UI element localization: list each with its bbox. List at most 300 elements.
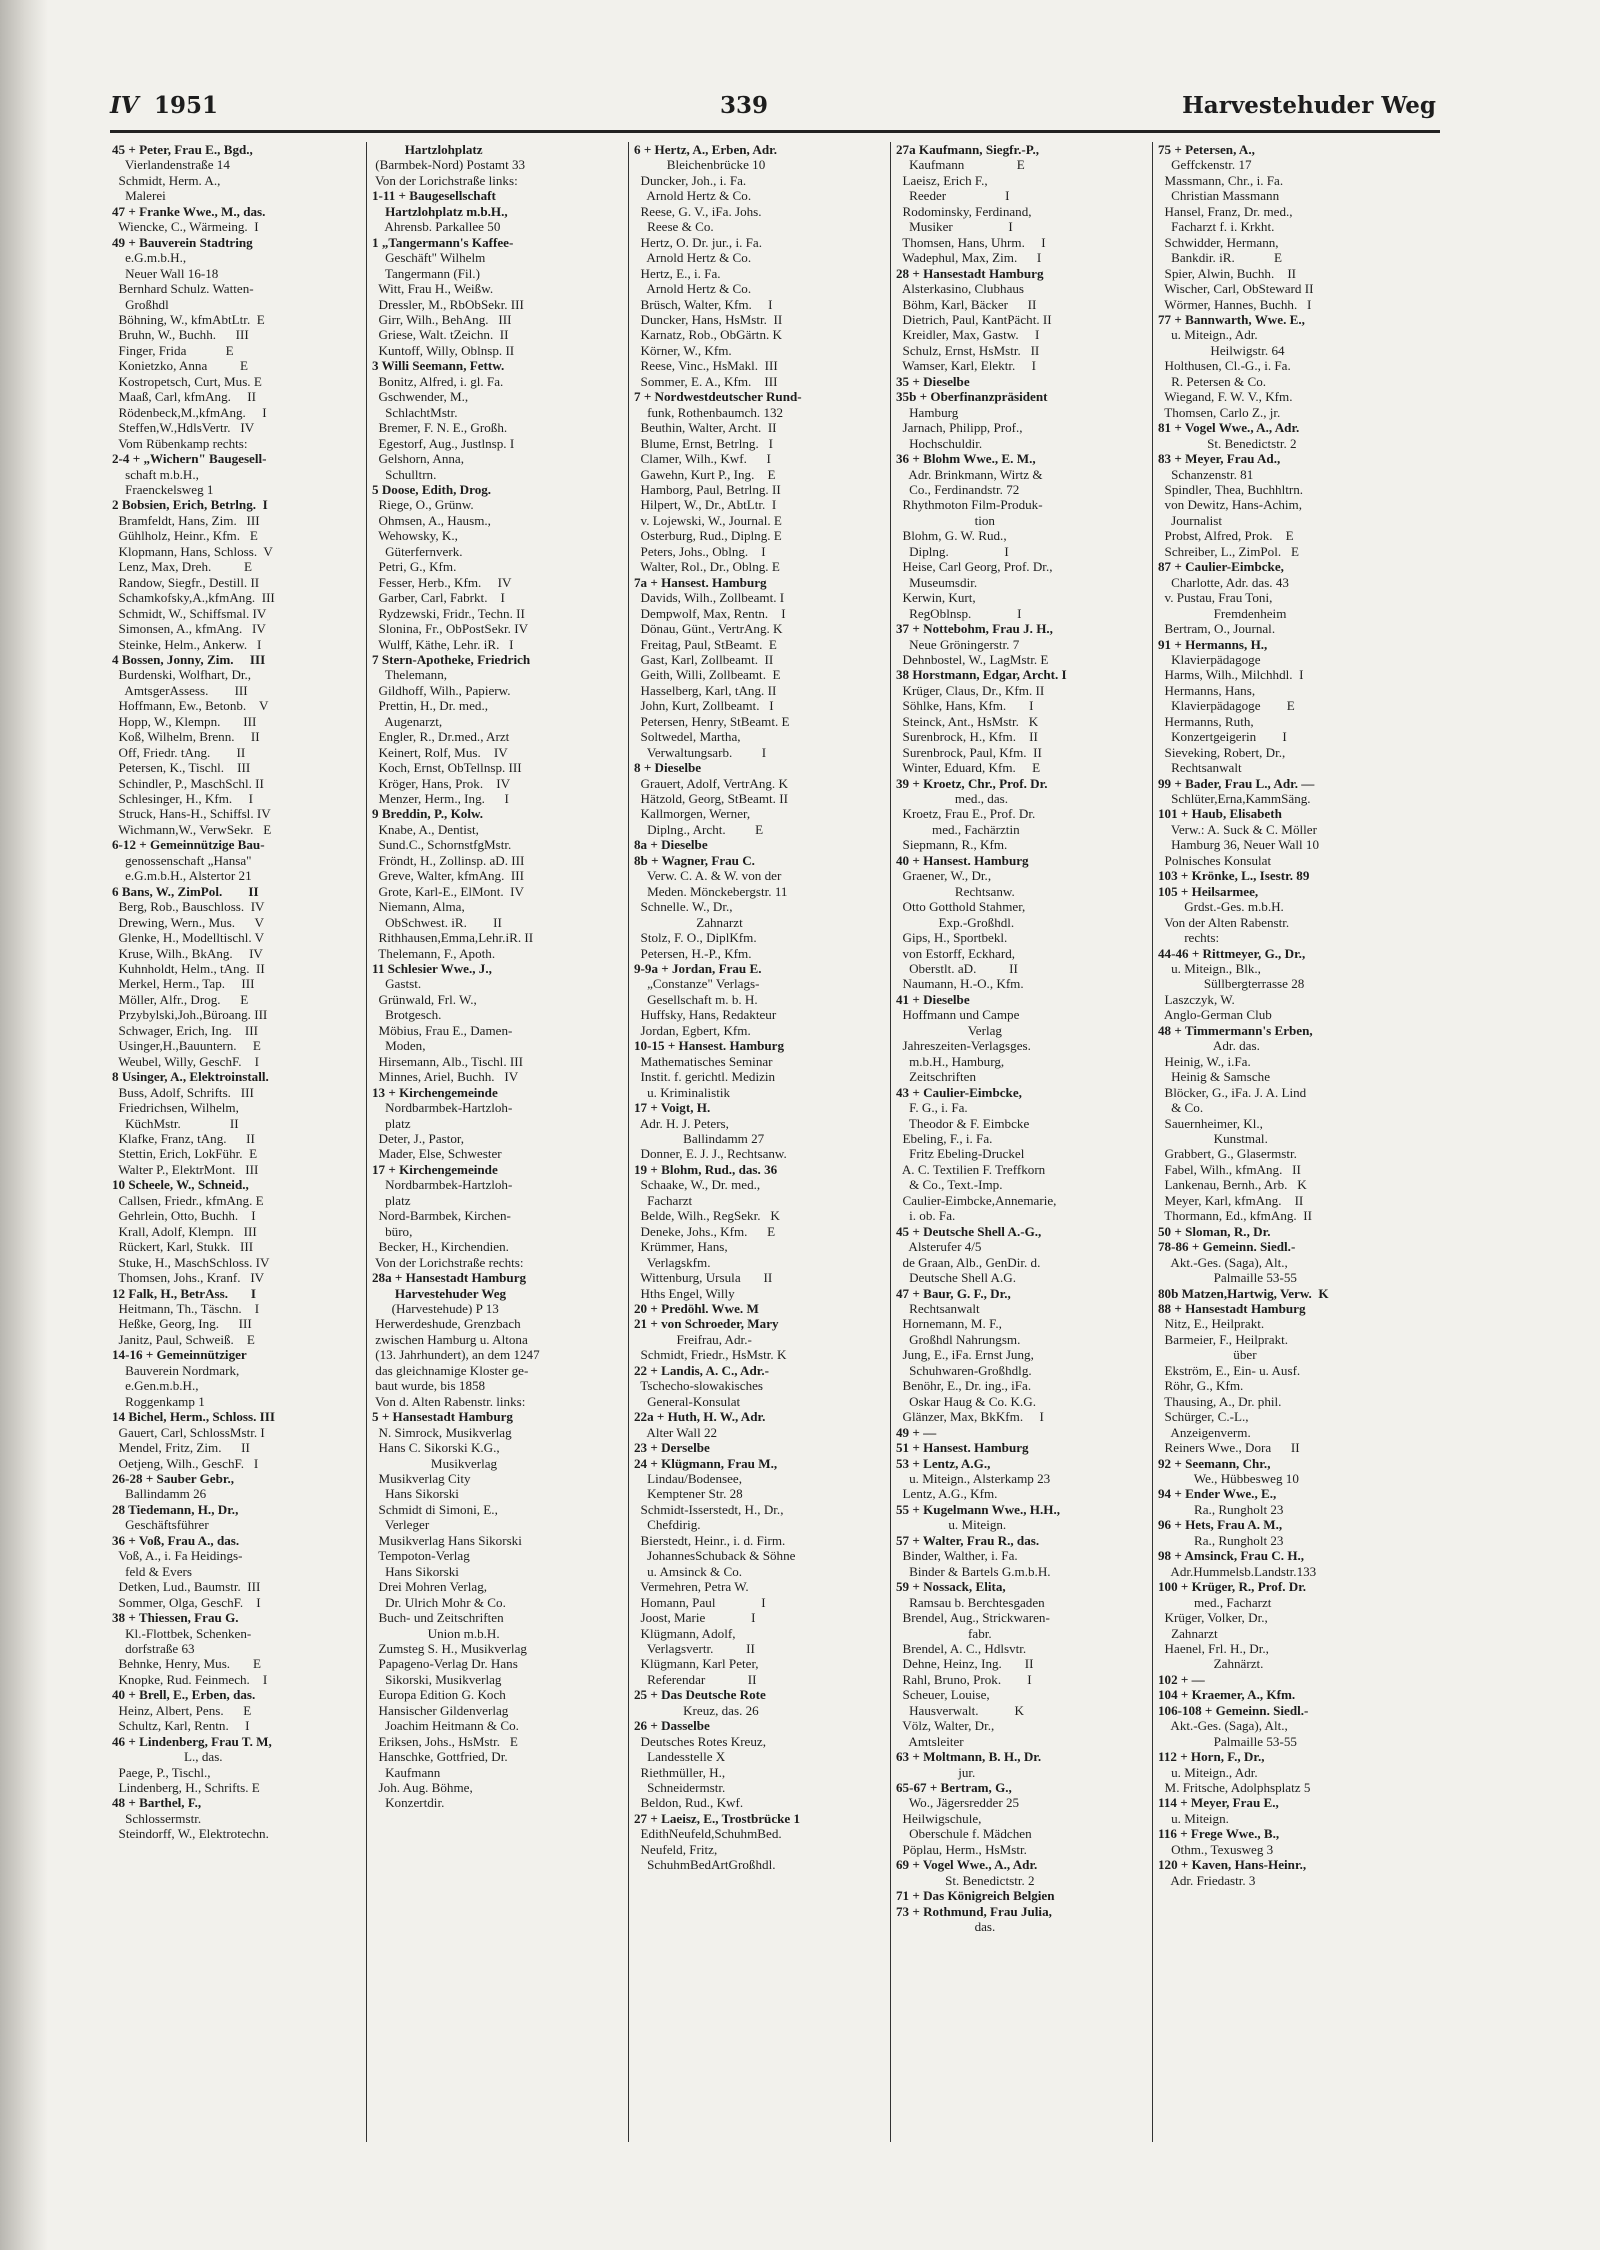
directory-entry-line: baut wurde, bis 1858 — [372, 1378, 486, 1394]
directory-entry-line: Grdst.-Ges. m.b.H. — [1158, 899, 1284, 915]
directory-entry-line: N. Simrock, Musikverlag — [372, 1424, 512, 1440]
directory-entry-line: Schwager, Erich, Ing. III — [112, 1022, 259, 1038]
directory-entry-line: 8 + Dieselbe — [634, 760, 702, 776]
directory-entry-line: u. Miteign., Adr. — [1158, 327, 1258, 343]
directory-entry-line: Geschäftsführer — [112, 1517, 209, 1533]
directory-entry-line: Struck, Hans-H., Schiffsl. IV — [112, 806, 271, 822]
directory-entry-line: 55 + Kugelmann Wwe., H.H., — [896, 1501, 1060, 1517]
directory-entry-line: Blume, Ernst, Betrlng. I — [634, 435, 773, 451]
directory-entry-line: Clamer, Wilh., Kwf. I — [634, 451, 771, 467]
directory-entry-line: Oetjeng, Wilh., GeschF. I — [112, 1455, 259, 1471]
directory-entry-line: Christian Massmann — [1158, 188, 1280, 204]
directory-entry-line: Kröger, Hans, Prok. IV — [372, 775, 511, 791]
directory-entry-line: Journalist — [1158, 512, 1223, 528]
page-number: 339 — [720, 92, 769, 119]
directory-entry-line: Brendel, Aug., Strickwaren- — [896, 1610, 1050, 1626]
directory-entry-line: Bernhard Schulz. Watten- — [112, 281, 254, 297]
directory-entry-line: 106-108 + Gemeinn. Siedl.- — [1158, 1702, 1309, 1718]
directory-entry-line: Janitz, Paul, Schweiß. E — [112, 1331, 255, 1347]
directory-entry-line: Nitz, E., Heilprakt. — [1158, 1316, 1265, 1332]
directory-entry-line: ObSchwest. iR. II — [372, 914, 502, 930]
directory-entry-line: Tangermann (Fil.) — [372, 265, 480, 281]
directory-entry-line: Verlagsvertr. II — [634, 1640, 755, 1656]
directory-entry-line: Gastst. — [372, 976, 422, 992]
directory-entry-line: Geith, Willi, Zollbeamt. E — [634, 667, 781, 683]
street-heading: Harvestehuder Weg — [1182, 92, 1436, 119]
directory-entry-line: Lindenberg, H., Schrifts. E — [112, 1780, 260, 1796]
directory-entry-line: 7 + Nordwestdeutscher Rund- — [634, 389, 802, 405]
directory-entry-line: Fraenckelsweg 1 — [112, 481, 214, 497]
directory-entry-line: 87 + Caulier-Eimbcke, — [1158, 559, 1284, 575]
directory-entry-line: Duncker, Joh., i. Fa. — [634, 172, 747, 188]
directory-entry-line: Thomsen, Johs., Kranf. IV — [112, 1270, 265, 1286]
directory-entry-line: (13. Jahrhundert), an dem 1247 — [372, 1347, 540, 1363]
directory-entry-line: Lentz, A.G., Kfm. — [896, 1486, 998, 1502]
directory-entry-line: 88 + Hansestadt Hamburg — [1158, 1300, 1306, 1316]
directory-entry-line: jur. — [896, 1764, 976, 1780]
directory-entry-line: 7 Stern-Apotheke, Friedrich — [372, 651, 531, 667]
column-divider — [1152, 142, 1153, 2142]
directory-entry-line: General-Konsulat — [634, 1393, 741, 1409]
directory-entry-line: Drewing, Wern., Mus. V — [112, 914, 264, 930]
directory-entry-line: 104 + Kraemer, A., Kfm. — [1158, 1687, 1296, 1703]
directory-entry-line: tion — [896, 512, 995, 528]
directory-entry-line: 5 Doose, Edith, Drog. — [372, 481, 492, 497]
directory-entry-line: Bierstedt, Heinr., i. d. Firm. — [634, 1532, 786, 1548]
directory-entry-line: Zeitschriften — [896, 1069, 976, 1085]
directory-entry-line: Stolz, F. O., DiplKfm. — [634, 930, 757, 946]
directory-entry-line: 40 + Brell, E., Erben, das. — [112, 1687, 256, 1703]
directory-entry-line: de Graan, Alb., GenDir. d. — [896, 1254, 1041, 1270]
directory-entry-line: Davids, Wilh., Zollbeamt. I — [634, 590, 785, 606]
directory-entry-line: Süllbergterrasse 28 — [1158, 976, 1305, 992]
directory-entry-line: Witt, Frau H., Weißw. — [372, 281, 494, 297]
column-1 — [112, 142, 364, 1842]
directory-entry-line: Bramfeldt, Hans, Zim. III — [112, 512, 260, 528]
directory-entry-line: Reiners Wwe., Dora II — [1158, 1440, 1300, 1456]
directory-entry-line: Menzer, Herm., Ing. I — [372, 791, 509, 807]
directory-entry-line: med., das. — [896, 791, 1009, 807]
directory-entry-line: Beldon, Rud., Kwf. — [634, 1795, 744, 1811]
directory-entry-line: 8 Usinger, A., Elektroinstall. — [112, 1069, 269, 1085]
directory-entry-line: Söhlke, Hans, Kfm. I — [896, 698, 1034, 714]
directory-entry-line: Verlagskfm. — [634, 1254, 711, 1270]
directory-entry-line: Gast, Karl, Zollbeamt. II — [634, 651, 774, 667]
directory-entry-line: 4 Bossen, Jonny, Zim. III — [112, 651, 266, 667]
directory-entry-line: Hasselberg, Karl, tAng. II — [634, 682, 777, 698]
directory-entry-line: 28 Tiedemann, H., Dr., — [112, 1501, 239, 1517]
directory-entry-line: Blöcker, G., iFa. J. A. Lind — [1158, 1084, 1307, 1100]
directory-entry-line: 69 + Vogel Wwe., A., Adr. — [896, 1857, 1038, 1873]
directory-entry-line: 99 + Bader, Frau L., Adr. — — [1158, 775, 1315, 791]
directory-entry-line: büro, — [372, 1223, 413, 1239]
directory-entry-line: 37 + Nottebohm, Frau J. H., — [896, 621, 1053, 637]
directory-entry-line: Riege, O., Grünw. — [372, 497, 474, 513]
directory-entry-line: Beuthin, Walter, Archt. II — [634, 420, 777, 436]
directory-entry-line: 73 + Rothmund, Frau Julia, — [896, 1903, 1052, 1919]
directory-entry-line: Facharzt f. i. Krkht. — [1158, 219, 1275, 235]
directory-entry-line: 120 + Kaven, Hans-Heinr., — [1158, 1857, 1307, 1873]
directory-entry-line: 63 + Moltmann, B. H., Dr. — [896, 1749, 1042, 1765]
directory-entry-line: 38 + Thiessen, Frau G. — [112, 1610, 239, 1626]
directory-entry-line: Naumann, H.-O., Kfm. — [896, 976, 1024, 992]
directory-entry-line: Graener, W., Dr., — [896, 868, 992, 884]
directory-entry-line: Caulier-Eimbcke,Annemarie, — [896, 1192, 1057, 1208]
directory-entry-line: Oberstlt. aD. II — [896, 961, 1018, 977]
directory-entry-line: Massmann, Chr., i. Fa. — [1158, 172, 1284, 188]
directory-entry-line: 91 + Hermanns, H., — [1158, 636, 1268, 652]
directory-entry-line: Off, Friedr. tAng. II — [112, 744, 246, 760]
directory-entry-line: 1-11 + Baugesellschaft — [372, 188, 496, 204]
directory-entry-line: Mendel, Fritz, Zim. II — [112, 1440, 250, 1456]
directory-entry-line: Schlesinger, H., Kfm. I — [112, 791, 253, 807]
directory-entry-line: Ra., Rungholt 23 — [1158, 1501, 1284, 1517]
directory-entry-line: Schulz, Ernst, HsMstr. II — [896, 342, 1040, 358]
directory-entry-line: Berg, Rob., Bauschloss. IV — [112, 899, 265, 915]
directory-entry-line: Schmidt, W., Schiffsmal. IV — [112, 605, 267, 621]
directory-entry-line: 49 + Bauverein Stadtring — [112, 234, 253, 250]
directory-entry-line: JohannesSchuback & Söhne — [634, 1548, 796, 1564]
directory-entry-line: Chefdirig. — [634, 1517, 701, 1533]
directory-entry-line: KüchMstr. II — [112, 1115, 239, 1131]
directory-entry-line: Heßke, Georg, Ing. III — [112, 1316, 252, 1332]
directory-entry-line: Polnisches Konsulat — [1158, 852, 1272, 868]
directory-entry-line: John, Kurt, Zollbeamt. I — [634, 698, 774, 714]
directory-entry-line: Wittenburg, Ursula II — [634, 1270, 773, 1286]
directory-entry-line: Soltwedel, Martha, — [634, 729, 741, 745]
directory-entry-line: Hoffmann, Ew., Betonb. V — [112, 698, 269, 714]
directory-entry-line: Osterburg, Rud., Diplng. E — [634, 528, 782, 544]
directory-entry-line: Krüger, Claus, Dr., Kfm. II — [896, 682, 1045, 698]
directory-entry-line: Harvestehuder Weg — [372, 1285, 507, 1301]
directory-entry-line: Alsterkasino, Clubhaus — [896, 281, 1025, 297]
directory-entry-line: Kroetz, Frau E., Prof. Dr. — [896, 806, 1036, 822]
directory-entry-line: 75 + Petersen, A., — [1158, 142, 1255, 157]
directory-entry-line: Anzeigenverm. — [1158, 1424, 1251, 1440]
directory-entry-line: Schlüter,Erna,KammSäng. — [1158, 791, 1311, 807]
directory-entry-line: u. Miteign., Blk., — [1158, 961, 1261, 977]
directory-entry-line: zwischen Hamburg u. Altona — [372, 1331, 528, 1347]
directory-entry-line: Grote, Karl-E., ElMont. IV — [372, 883, 524, 899]
directory-entry-line: Sommer, Olga, GeschF. I — [112, 1594, 261, 1610]
directory-entry-line: Kallmorgen, Werner, — [634, 806, 751, 822]
directory-entry-line: Hilpert, W., Dr., AbtLtr. I — [634, 497, 777, 513]
directory-entry-line: Heinig & Samsche — [1158, 1069, 1271, 1085]
directory-entry-line: Spier, Alwin, Buchh. II — [1158, 265, 1297, 281]
directory-entry-line: Tempoton-Verlag — [372, 1548, 470, 1564]
directory-page — [110, 92, 1440, 2172]
directory-entry-line: 39 + Kroetz, Chr., Prof. Dr. — [896, 775, 1048, 791]
directory-entry-line: (Harvestehude) P 13 — [372, 1300, 499, 1316]
directory-entry-line: Grünwald, Frl. W., — [372, 991, 477, 1007]
directory-entry-line: Mathematisches Seminar — [634, 1053, 773, 1069]
directory-entry-line: Binder & Bartels G.m.b.H. — [896, 1563, 1051, 1579]
directory-entry-line: 36 + Voß, Frau A., das. — [112, 1532, 240, 1548]
directory-entry-line: Lenz, Max, Dreh. E — [112, 559, 252, 575]
directory-entry-line: Laeisz, Erich F., — [896, 172, 988, 188]
directory-entry-line: Gauert, Carl, SchlossMstr. I — [112, 1424, 265, 1440]
directory-entry-line: Schlossermstr. — [112, 1810, 202, 1826]
directory-entry-line: Akt.-Ges. (Saga), Alt., — [1158, 1718, 1288, 1734]
directory-entry-line: Bonitz, Alfred, i. gl. Fa. — [372, 373, 504, 389]
column-2 — [372, 142, 624, 1811]
directory-entry-line: Verlag — [896, 1022, 1002, 1038]
directory-entry-line: Krüger, Volker, Dr., — [1158, 1610, 1268, 1626]
directory-entry-line: Schanzenstr. 81 — [1158, 466, 1254, 482]
directory-entry-line: Sieveking, Robert, Dr., — [1158, 744, 1286, 760]
directory-entry-line: 35 + Dieselbe — [896, 373, 970, 389]
directory-entry-line: Adr.Hummelsb.Landstr.133 — [1158, 1563, 1317, 1579]
directory-entry-line: Freitag, Paul, StBeamt. E — [634, 636, 777, 652]
directory-entry-line: Petersen, H.-P., Kfm. — [634, 945, 752, 961]
directory-entry-line: Drei Mohren Verlag, — [372, 1579, 488, 1595]
directory-entry-line: Mader, Else, Schwester — [372, 1146, 502, 1162]
directory-entry-line: Kl.-Flottbek, Schenken- — [112, 1625, 252, 1641]
directory-entry-line: 81 + Vogel Wwe., A., Adr. — [1158, 420, 1300, 436]
directory-entry-line: Wischer, Carl, ObSteward II — [1158, 281, 1314, 297]
directory-entry-line: Fritz Ebeling-Druckel — [896, 1146, 1025, 1162]
directory-entry-line: Klafke, Franz, tAng. II — [112, 1131, 255, 1146]
directory-entry-line: Kruse, Wilh., BkAng. IV — [112, 945, 263, 961]
directory-entry-line: Surenbrock, H., Kfm. II — [896, 729, 1038, 745]
directory-entry-line: Petersen, K., Tischl. III — [112, 760, 251, 776]
directory-entry-line: Ballindamm 26 — [112, 1486, 207, 1502]
directory-entry-line: schaft m.b.H., — [112, 466, 199, 482]
directory-entry-line: Anglo-German Club — [1158, 1007, 1272, 1023]
directory-entry-line: Vermehren, Petra W. — [634, 1579, 749, 1595]
directory-entry-line: Rithhausen,Emma,Lehr.iR. II — [372, 930, 534, 946]
directory-entry-line: m.b.H., Hamburg, — [896, 1053, 1005, 1069]
directory-entry-line: Kaufmann E — [896, 157, 1025, 173]
directory-entry-line: Instit. f. gerichtl. Medizin — [634, 1069, 776, 1085]
directory-entry-line: Prettin, H., Dr. med., — [372, 698, 489, 714]
directory-entry-line: Augenarzt, — [372, 713, 443, 729]
directory-entry-line: med., Fachärztin — [896, 821, 1020, 837]
directory-entry-line: Diplng., Archt. E — [634, 821, 764, 837]
directory-entry-line: Diplng. I — [896, 543, 1009, 559]
directory-entry-line: 11 Schlesier Wwe., J., — [372, 961, 492, 977]
directory-entry-line: Walter, Rol., Dr., Oblng. E — [634, 559, 780, 575]
directory-entry-line: von Estorff, Eckhard, — [896, 945, 1016, 961]
directory-entry-line: Rydzewski, Fridr., Techn. II — [372, 605, 525, 621]
directory-entry-line: Ballindamm 27 — [634, 1131, 765, 1146]
column-divider — [628, 142, 629, 2142]
directory-entry-line: Schmidt-Isserstedt, H., Dr., — [634, 1501, 784, 1517]
directory-entry-line: Fremdenheim — [1158, 605, 1287, 621]
directory-entry-line: Scheuer, Louise, — [896, 1687, 990, 1703]
directory-entry-line: Kostropetsch, Curt, Mus. E — [112, 373, 262, 389]
directory-entry-line: Hans C. Sikorski K.G., — [372, 1440, 500, 1456]
directory-entry-line: Homann, Paul I — [634, 1594, 766, 1610]
directory-entry-line: EdithNeufeld,SchuhmBed. — [634, 1826, 782, 1842]
directory-entry-line: Von d. Alten Rabenstr. links: — [372, 1393, 526, 1409]
directory-entry-line: Jordan, Egbert, Kfm. — [634, 1022, 751, 1038]
directory-entry-line: We., Hübbesweg 10 — [1158, 1470, 1299, 1486]
directory-entry-line: 19 + Blohm, Rud., das. 36 — [634, 1161, 778, 1177]
directory-entry-line: Spindler, Thea, Buchhltrn. — [1158, 481, 1304, 497]
directory-entry-line: 14-16 + Gemeinnütziger — [112, 1347, 247, 1363]
directory-entry-line: platz — [372, 1115, 411, 1131]
directory-entry-line: Maaß, Carl, kfmAng. II — [112, 389, 256, 405]
directory-entry-line: Surenbrock, Paul, Kfm. II — [896, 744, 1042, 760]
directory-entry-line: Voß, A., i. Fa Heidings- — [112, 1548, 243, 1564]
directory-entry-line: 47 + Baur, G. F., Dr., — [896, 1285, 1011, 1301]
directory-entry-line: Palmaille 53-55 — [1158, 1733, 1297, 1749]
directory-entry-line: Hopp, W., Klempn. III — [112, 713, 257, 729]
directory-entry-line: Verleger — [372, 1517, 430, 1533]
directory-entry-line: 96 + Hets, Frau A. M., — [1158, 1517, 1283, 1533]
directory-entry-line: Ekström, E., Ein- u. Ausf. — [1158, 1362, 1301, 1378]
directory-entry-line: 40 + Hansest. Hamburg — [896, 852, 1029, 868]
directory-entry-line: 77 + Bannwarth, Wwe. E., — [1158, 311, 1305, 327]
directory-entry-line: funk, Rothenbaumch. 132 — [634, 404, 784, 420]
directory-entry-line: Wadephul, Max, Zim. I — [896, 250, 1042, 266]
directory-entry-line: Konietzko, Anna E — [112, 358, 249, 374]
directory-entry-line: 6-12 + Gemeinnützige Bau- — [112, 837, 265, 853]
directory-entry-line: Kreidler, Max, Gastw. I — [896, 327, 1040, 343]
directory-entry-line: Musikverlag — [372, 1455, 498, 1471]
directory-entry-line: (Barmbek-Nord) Postamt 33 — [372, 157, 526, 173]
directory-entry-line: 17 + Kirchengemeinde — [372, 1161, 498, 1177]
directory-entry-line: 36 + Blohm Wwe., E. M., — [896, 451, 1036, 467]
directory-entry-line: Minnes, Ariel, Buchh. IV — [372, 1069, 519, 1085]
directory-entry-line: 6 Bans, W., ZimPol. II — [112, 883, 259, 899]
directory-entry-line: Konzertgeigerin I — [1158, 729, 1287, 745]
directory-entry-line: Alsterufer 4/5 — [896, 1239, 982, 1255]
directory-entry-line: Tschecho-slowakisches — [634, 1378, 764, 1394]
directory-entry-line: Reese, G. V., iFa. Johs. — [634, 203, 762, 219]
directory-entry-line: u. Kriminalistik — [634, 1084, 731, 1100]
directory-entry-line: Egestorf, Aug., Justlnsp. I — [372, 435, 515, 451]
directory-entry-line: 65-67 + Bertram, G., — [896, 1780, 1012, 1796]
directory-entry-line: Heise, Carl Georg, Prof. Dr., — [896, 559, 1053, 575]
directory-entry-line: Rodominsky, Ferdinand, — [896, 203, 1032, 219]
directory-entry-line: Von der Alten Rabenstr. — [1158, 914, 1290, 930]
directory-entry-line: Dehne, Heinz, Ing. II — [896, 1656, 1034, 1672]
directory-entry-line: Wehowsky, K., — [372, 528, 458, 544]
directory-entry-line: SchuhmBedArtGroßhdl. — [634, 1857, 776, 1873]
directory-entry-line: Adr. H. J. Peters, — [634, 1115, 729, 1131]
column-3 — [634, 142, 886, 1873]
directory-entry-line: Fabel, Wilh., kfmAng. II — [1158, 1161, 1301, 1177]
directory-entry-line: 57 + Walter, Frau R., das. — [896, 1532, 1040, 1548]
directory-entry-line: 10 Scheele, W., Schneid., — [112, 1177, 249, 1193]
directory-entry-line: St. Benedictstr. 2 — [896, 1872, 1035, 1888]
directory-entry-line: Musiker I — [896, 219, 1013, 235]
directory-entry-line: Becker, H., Kirchendien. — [372, 1239, 509, 1255]
directory-entry-line: 50 + Sloman, R., Dr. — [1158, 1223, 1271, 1239]
directory-entry-line: Brendel, A. C., Hdlsvtr. — [896, 1640, 1027, 1656]
directory-entry-line: Grabbert, G., Glasermstr. — [1158, 1146, 1297, 1162]
directory-entry-line: Gildhoff, Wilh., Papierw. — [372, 682, 511, 698]
column-5 — [1158, 142, 1410, 1888]
directory-entry-line: Steffen,W.,HdlsVertr. IV — [112, 420, 255, 436]
directory-entry-line: 45 + Peter, Frau E., Bgd., — [112, 142, 253, 157]
directory-entry-line: Simonsen, A., kfmAng. IV — [112, 621, 266, 637]
directory-entry-line: 23 + Derselbe — [634, 1440, 710, 1456]
directory-entry-line: Klügmann, Karl Peter, — [634, 1656, 759, 1672]
directory-entry-line: Musikverlag Hans Sikorski — [372, 1532, 522, 1548]
directory-entry-line: Verw.: A. Suck & C. Möller — [1158, 821, 1317, 837]
directory-entry-line: 46 + Lindenberg, Frau T. M, — [112, 1733, 272, 1749]
directory-entry-line: Kemptener Str. 28 — [634, 1486, 743, 1502]
directory-entry-line: Vom Rübenkamp rechts: — [112, 435, 248, 451]
directory-entry-line: Neufeld, Fritz, — [634, 1841, 718, 1857]
directory-entry-line: St. Benedictstr. 2 — [1158, 435, 1297, 451]
directory-entry-line: u. Miteign., Adr. — [1158, 1764, 1258, 1780]
directory-entry-line: Klügmann, Adolf, — [634, 1625, 736, 1641]
directory-entry-line: Haenel, Frl. H., Dr., — [1158, 1640, 1269, 1656]
directory-entry-line: 2-4 + „Wichern" Baugesell- — [112, 451, 267, 467]
directory-entry-line: v. Lojewski, W., Journal. E — [634, 512, 782, 528]
directory-entry-line: Heinig, W., i.Fa. — [1158, 1053, 1251, 1069]
directory-entry-line: Möller, Alfr., Drog. E — [112, 991, 249, 1007]
directory-entry-line: Referendar II — [634, 1671, 757, 1687]
directory-entry-line: Engler, R., Dr.med., Arzt — [372, 729, 510, 745]
directory-entry-line: Klopmann, Hans, Schloss. V — [112, 543, 273, 559]
column-divider — [890, 142, 891, 2142]
directory-entry-line: Thomsen, Carlo Z., jr. — [1158, 404, 1281, 420]
directory-entry-line: M. Fritsche, Adolphsplatz 5 — [1158, 1780, 1311, 1796]
directory-entry-line: Bankdir. iR. E — [1158, 250, 1283, 266]
directory-entry-line: Palmaille 53-55 — [1158, 1270, 1297, 1286]
directory-entry-line: Barmeier, F., Heilprakt. — [1158, 1331, 1289, 1347]
directory-entry-line: & Co. — [1158, 1100, 1204, 1116]
directory-entry-line: Großhdl — [112, 296, 169, 312]
directory-entry-line: Schamkofsky,A.,kfmAng. III — [112, 590, 275, 606]
directory-entry-line: genossenschaft „Hansa" — [112, 852, 252, 868]
directory-entry-line: & Co., Text.-Imp. — [896, 1177, 1003, 1193]
directory-entry-line: Griese, Walt. tZeichn. II — [372, 327, 509, 343]
directory-entry-line: Sund.C., SchornstfgMstr. — [372, 837, 512, 853]
directory-entry-line: 78-86 + Gemeinn. Siedl.- — [1158, 1239, 1296, 1255]
directory-entry-line: 2 Bobsien, Erich, Betrlng. I — [112, 497, 268, 513]
directory-entry-line: Schürger, C.-L., — [1158, 1409, 1249, 1425]
directory-entry-line: Landesstelle X — [634, 1749, 726, 1765]
directory-entry-line: Oberschule f. Mädchen — [896, 1826, 1032, 1842]
directory-entry-line: Rödenbeck,M.,kfmAng. I — [112, 404, 267, 420]
directory-entry-line: 27a Kaufmann, Siegfr.-P., — [896, 142, 1040, 157]
directory-entry-line: Winter, Eduard, Kfm. E — [896, 760, 1041, 776]
directory-entry-line: 26 + Dasselbe — [634, 1718, 710, 1734]
directory-entry-line: 22 + Landis, A. C., Adr.- — [634, 1362, 770, 1378]
year: 1951 — [154, 92, 219, 119]
directory-entry-line: Adr. Friedastr. 3 — [1158, 1872, 1256, 1888]
directory-entry-line: Ohmsen, A., Hausm., — [372, 512, 491, 528]
directory-entry-line: Krümmer, Hans, — [634, 1239, 728, 1255]
directory-entry-line: Zahnarzt — [634, 914, 743, 930]
directory-entry-line: Buss, Adolf, Schrifts. III — [112, 1084, 254, 1100]
directory-entry-line: Weubel, Willy, GeschF. I — [112, 1053, 259, 1069]
directory-entry-line: 14 Bichel, Herm., Schloss. III — [112, 1409, 275, 1425]
directory-entry-line: Vierlandenstraße 14 — [112, 157, 230, 173]
directory-entry-line: Hamborg, Paul, Betrlng. II — [634, 481, 781, 497]
directory-entry-line: Malerei — [112, 188, 166, 204]
directory-entry-line: Von der Lorichstraße rechts: — [372, 1254, 524, 1270]
directory-entry-line: Hochschuldir. — [896, 435, 983, 451]
directory-entry-line: Kuhnholdt, Helm., tAng. II — [112, 961, 265, 977]
directory-entry-line: Blohm, G. W. Rud., — [896, 528, 1007, 544]
directory-entry-line: Gelshorn, Anna, — [372, 451, 465, 467]
directory-entry-line: Großhdl Nahrungsm. — [896, 1331, 1021, 1347]
directory-entry-line: 27 + Laeisz, E., Trostbrücke 1 — [634, 1810, 801, 1826]
directory-entry-line: 44-46 + Rittmeyer, G., Dr., — [1158, 945, 1306, 961]
directory-entry-line: Verwaltungsarb. I — [634, 744, 767, 760]
directory-entry-line: Steinck, Ant., HsMstr. K — [896, 713, 1039, 729]
directory-entry-line: Geschäft" Wilhelm — [372, 250, 486, 266]
directory-entry-line: Geffckenstr. 17 — [1158, 157, 1252, 173]
directory-entry-line: Grauert, Adolf, VertrAng. K — [634, 775, 788, 791]
